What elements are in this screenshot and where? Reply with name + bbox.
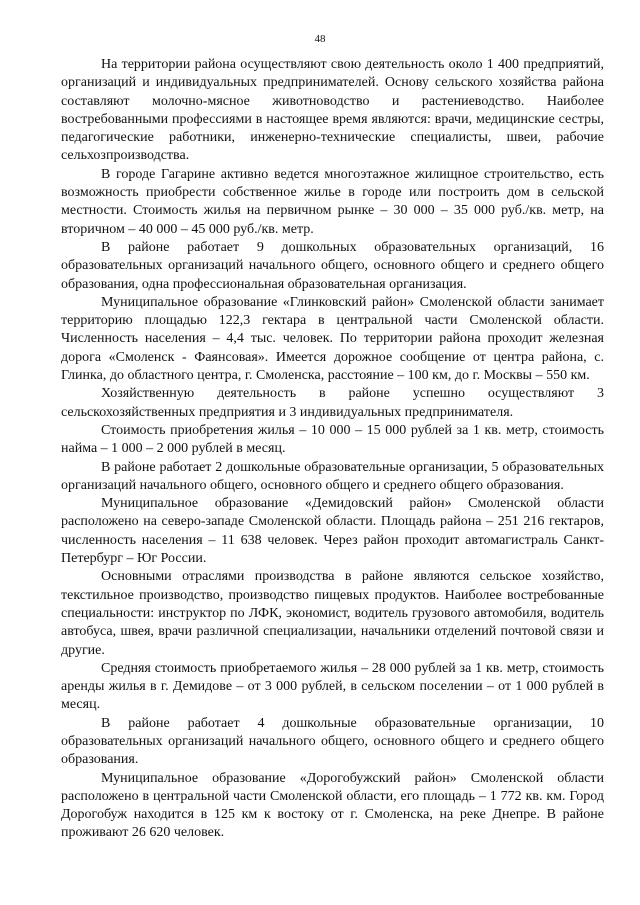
paragraph-glinka-education: В районе работает 2 дошкольные образовательные организации, 5 образовательных организаций начального общего, основного общего и среднего общего образования. bbox=[61, 459, 604, 493]
paragraph-gagarin-education: В районе работает 9 дошкольных образовательных организаций, 16 образовательных организаций начального общего, основного общего и среднего общего образования, одна профессиональная образовательная организация. bbox=[61, 239, 604, 292]
paragraph-glinka-overview: Муниципальное образование «Глинковский район» Смоленской области занимает территорию площадью 122,3 гектара в центральной части Смоленской области. Численность населения – 4,4 тыс. человек. По территории района проходит железная дорога «Смоленск - Фаянсовая». Имеется дорожное сообщение от центра района, с. Глинка, до областного центра, г. Смоленска, расстояние – 100 км, до г. Москвы – 550 км. bbox=[61, 294, 604, 384]
paragraph-demidov-education: В районе работает 4 дошкольные образовательные организации, 10 образовательных организаций начального общего, основного общего и среднего общего образования. bbox=[61, 715, 604, 768]
paragraph-glinka-economy: Хозяйственную деятельность в районе успешно осуществляют 3 сельскохозяйственных предприятия и 3 индивидуальных предпринимателя. bbox=[61, 386, 604, 420]
document-body bbox=[61, 56, 604, 843]
paragraph-gagarin-housing: В городе Гагарине активно ведется многоэтажное жилищное строительство, есть возможность приобрести собственное жилье в городе или построить дом в сельской местности. Стоимость жилья на первичном рынке – 30 000 – 35 000 руб./кв. метр, на вторичном – 40 000 – 45 000 руб./кв. метр. bbox=[61, 166, 604, 237]
paragraph-demidov-overview: Муниципальное образование «Демидовский район» Смоленской области расположено на северо-западе Смоленской области. Площадь района – 251 216 гектаров, численность населения – 11 638 человек. Через район проходит автомагистраль Санкт-Петербург – Юг России. bbox=[61, 496, 604, 567]
paragraph-demidov-housing: Средняя стоимость приобретаемого жилья – 28 000 рублей за 1 кв. метр, стоимость аренды жилья в г. Демидове – от 3 000 рублей, в сельском поселении – от 1 000 рублей в месяц. bbox=[61, 660, 604, 713]
paragraph-glinka-housing: Стоимость приобретения жилья – 10 000 – 15 000 рублей за 1 кв. метр, стоимость найма – 1 000 – 2 000 рублей в месяц. bbox=[61, 422, 604, 457]
paragraph-dorogobuzh-overview: Муниципальное образование «Дорогобужский район» Смоленской области расположено в центральной части Смоленской области, его площадь – 1 772 кв. км. Город Дорогобуж находится в 125 км к востоку от г. Смоленска, на реке Днепре. В районе проживают 26 620 человек. bbox=[61, 770, 604, 841]
page-number: 48 bbox=[314, 33, 326, 45]
paragraph-gagarin-enterprises: На территории района осуществляют свою деятельность около 1 400 предприятий, организаций и индивидуальных предпринимателей. Основу сельского хозяйства района составляют молочно-мясное животноводство и растениеводство. Наиболее востребованными профессиями в настоящее время являются: врачи, медицинские сестры, педагогические работники, инженерно-технические специалисты, швеи, рабочие сельхозпроизводства. bbox=[61, 57, 604, 164]
paragraph-demidov-economy: Основными отраслями производства в районе являются сельское хозяйство, текстильное производство, производство пищевых продуктов. Наиболее востребованные специальности: инструктор по ЛФК, экономист, водитель грузового автомобиля, водитель автобуса, швея, врачи различной специализации, начальники отделений почтовой связи и другие. bbox=[61, 569, 604, 658]
